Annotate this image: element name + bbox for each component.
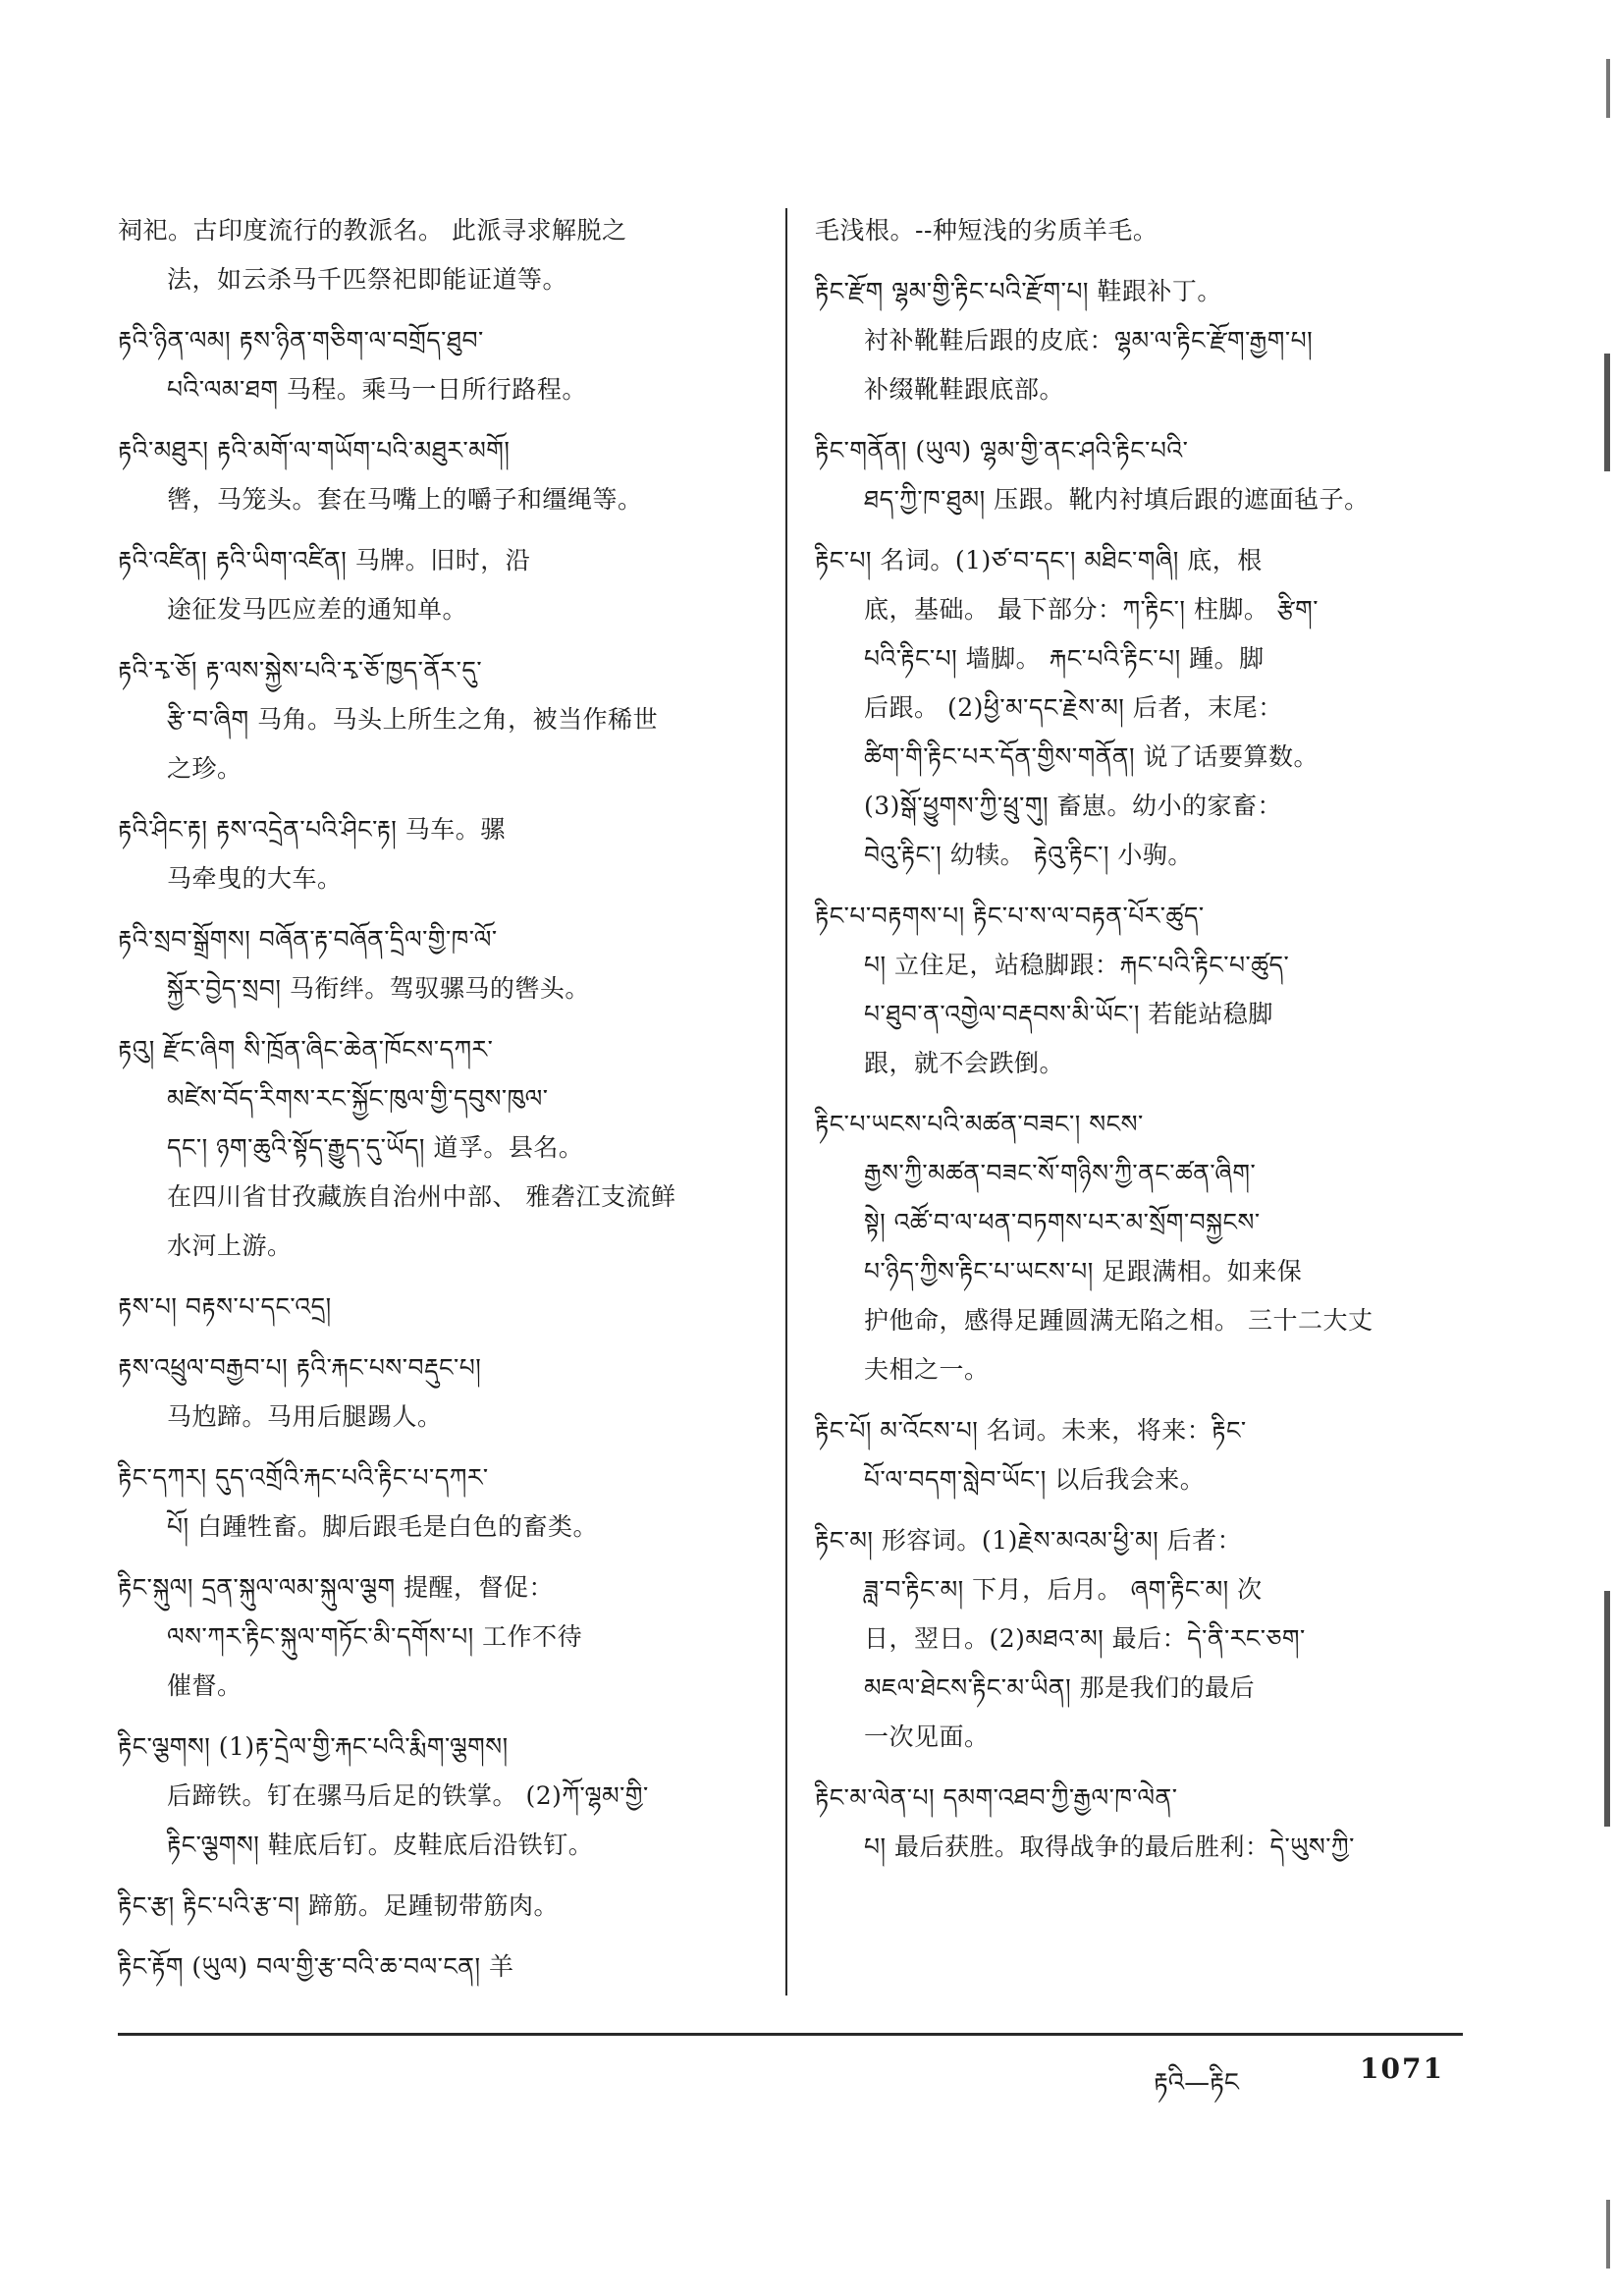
entry-first-line: རྟའི་མཐུར། རྟའི་མགོ་ལ་གཡོག་པའི་མཐུར་མགོ། [118,436,511,465]
entry-first-line: རྟའི་ཤིང་རྟ། རྟས་འདྲེན་པའི་ཤིང་རྟ། 马车。骡 [118,815,506,844]
entry-continuation-line: 途征发马匹应差的通知单。 [167,595,468,624]
dictionary-entry [815,1774,1463,1872]
entry-continuation-line: སྟེ། འཚོ་བ་ལ་ཕན་བཏགས་པར་མ་སྲོག་བསྐྱངས་ [864,1208,1261,1236]
entry-continuation-line: པ་ཐུབ་ན་འགྱེལ་བརྡབས་མི་ཡོང་། 若能站稳脚 [864,1000,1273,1028]
dictionary-entry [118,426,756,524]
entry-continuation-line: མཛེས་བོད་རིགས་རང་སྐྱོང་ཁུལ་གྱི་དབུས་ཁུལ་ [167,1084,549,1113]
footer-rule [118,2033,1463,2036]
dictionary-entry [815,206,1463,255]
dictionary-entry [118,316,756,414]
entry-continuation-line: པོ་ལ་བདག་སླེབ་ཡོང་། 以后我会来。 [864,1465,1206,1494]
entry-continuation-line: ལས་ཀར་རྟིང་སྐུལ་གཏོང་མི་དགོས་པ། 工作不待 [167,1622,583,1651]
entry-first-line: རྟིང་སྐུལ། དྲན་སྐུལ་ལམ་སྐུལ་ལྕག 提醒，督促： [118,1573,554,1602]
entry-continuation-line: པ། 最后获胜。取得战争的最后胜利：དེ་ཡུས་ཀྱི་ [864,1832,1355,1861]
dictionary-entry [815,1406,1463,1504]
dictionary-entry [118,1882,756,1931]
entry-first-line: རྟིང་པ། 名词。(1)ཙ་བ་དང་། མཐིང་གཞི། 底，根 [815,546,1263,574]
entry-first-line: 祠祀。古印度流行的教派名。 此派寻求解脱之 [118,216,627,245]
entry-first-line: རྟིང་པ་ཡངས་པའི་མཚན་བཟང་། སངས་ [815,1110,1144,1138]
dictionary-entry [118,1453,756,1552]
dictionary-entry [118,1563,756,1711]
dictionary-entry [815,426,1463,524]
column-divider [785,208,787,1995]
entry-first-line: རྟིང་རྟོག (ཡུལ) བལ་གྱི་རྩ་བའི་ཆ་བལ་ངན། 羊 [118,1952,514,1981]
entry-continuation-line: 夫相之一。 [864,1355,990,1384]
entry-continuation-line: 补缀靴鞋跟底部。 [864,375,1065,404]
entry-continuation-line: ཚིག་གི་རྟིང་པར་དོན་གྱིས་གནོན། 说了话要算数。 [864,742,1320,771]
entry-continuation-line: 日，翌日。(2)མཐའ་མ། 最后：དེ་ནི་རང་ཅག་ [864,1624,1306,1653]
entry-continuation-line: 法，如云杀马千匹祭祀即能证道等。 [167,265,568,294]
entry-continuation-line: པོ། 白踵牲畜。脚后跟毛是白色的畜类。 [167,1512,599,1541]
dictionary-entry [118,1283,756,1332]
dictionary-entry [815,892,1463,1088]
entry-first-line: རྟིང་རྩ། རྟིང་པའི་རྩ་བ། 蹄筋。足踵韧带筋肉。 [118,1891,560,1920]
running-head: རྟའི—རྟིང [1154,2068,1239,2098]
entry-first-line: རྟའི་སྲབ་སྒྲོགས། བཞོན་རྟ་བཞོན་དྲིལ་གྱི་ཁ་ལོ་ [118,925,498,954]
entry-first-line: རྟའི་འཛིན། རྟའི་ཡིག་འཛིན། 马牌。旧时，沿 [118,546,531,574]
dictionary-entry [118,646,756,793]
entry-continuation-line: 底，基础。 最下部分：ཀ་རྟིང་། 柱脚。 རྩིག་ [864,595,1319,624]
dictionary-entry [118,1942,756,1992]
dictionary-entry [118,915,756,1013]
entry-continuation-line: རྩི་བ་ཞིག 马角。马头上所生之角，被当作稀世 [167,705,659,734]
entry-first-line: རྟས་འཕྲུལ་བརྒྱབ་པ། རྟའི་རྐང་པས་བརྡུང་པ། [118,1353,482,1382]
entry-first-line: རྟིང་གནོན། (ཡུལ) ལྷམ་གྱི་ནང་ཤའི་རྟིང་པའི་ [815,436,1189,465]
dictionary-entry [118,805,756,903]
entry-continuation-line: 护他命，感得足踵圆满无陷之相。 三十二大丈 [864,1306,1374,1335]
entry-continuation-line: 在四川省甘孜藏族自治州中部、 雅砻江支流鲜 [167,1182,676,1211]
entry-continuation-line: 马牵曳的大车。 [167,864,343,893]
entry-first-line: རྟིང་མ་ལེན་པ། དམག་འཐབ་ཀྱི་རྒྱལ་ཁ་ལེན་ [815,1783,1178,1812]
entry-first-line: རྟའུ། རྫོང་ཞིག སི་ཁྲོན་ཞིང་ཆེན་ཁོངས་དཀར་ [118,1035,494,1064]
entry-continuation-line: 水河上游。 [167,1231,293,1260]
entry-continuation-line: རྟིང་ལྕགས། 鞋底后钉。皮鞋底后沿铁钉。 [167,1831,594,1859]
entry-continuation-line: 马尥蹄。马用后腿踢人。 [167,1402,443,1431]
dictionary-entry [815,267,1463,414]
left-column [118,206,756,2003]
entry-continuation-line: པ། 立住足，站稳脚跟：རྐང་པའི་རྟིང་པ་ཚུད་ [864,951,1290,979]
entry-continuation-line: 跟，就不会跌倒。 [864,1049,1065,1077]
entry-first-line: རྟིང་པོ། མ་འོངས་པ། 名词。未来，将来：རྟིང་ [815,1416,1247,1445]
entry-continuation-line: དང་། ཉག་ཆུའི་སྟོད་རྒྱུད་དུ་ཡོད། 道孚。县名。 [167,1133,584,1162]
dictionary-entry [118,1722,756,1870]
right-column [815,206,1463,1884]
entry-continuation-line: ཟླ་བ་རྟིང་མ། 下月，后月。 ཞག་རྟིང་མ། 次 [864,1575,1263,1604]
entry-continuation-line: མཇལ་ཐེངས་རྟིང་མ་ཡིན། 那是我们的最后 [864,1673,1256,1702]
entry-first-line: རྟས་པ། བརྟས་པ་དང་འདྲ། [118,1292,332,1321]
dictionary-entry [815,1100,1463,1394]
dictionary-entry [118,1025,756,1271]
entry-first-line: རྟིང་དཀར། དུད་འགྲོའི་རྐང་པའི་རྟིང་པ་དཀར་ [118,1463,489,1492]
entry-continuation-line: 一次见面。 [864,1722,990,1751]
entry-continuation-line: བེའུ་རྟིང་། 幼犊。 རྟེའུ་རྟིང་། 小驹。 [864,841,1193,869]
entry-first-line: རྟའི་རྭ་ཅོ། རྟ་ལས་སྐྱེས་པའི་རྭ་ཅོ་ཁྱད་ནོར་དུ་ [118,656,483,684]
entry-first-line: རྟིང་མ། 形容词。(1)རྗེས་མའམ་ཕྱི་མ། 后者： [815,1526,1243,1555]
entry-continuation-line: པའི་ལམ་ཐག 马程。乘马一日所行路程。 [167,375,587,404]
entry-first-line: རྟིང་ལྕགས། (1)རྟ་དྲེལ་གྱི་རྐང་པའི་རྨིག་ལྕགས། [118,1732,509,1761]
entry-first-line: རྟིང་པ་བརྟགས་པ། རྟིང་པ་ས་ལ་བརྟན་པོར་ཚུད་ [815,902,1205,930]
entry-first-line: རྟའི་ཉིན་ལམ། རྟས་ཉིན་གཅིག་ལ་བགྲོད་ཐུབ་ [118,326,484,355]
dictionary-entry [118,206,756,304]
entry-continuation-line: པ་ཉིད་ཀྱིས་རྟིང་པ་ཡངས་པ། 足跟满相。如来保 [864,1257,1303,1285]
entry-first-line: རྟིང་རྫོག ལྷམ་གྱི་རྟིང་པའི་རྫོག་པ། 鞋跟补丁。 [815,277,1222,305]
dictionary-entry [815,1516,1463,1762]
entry-continuation-line: 后跟。 (2)ཕྱི་མ་དང་རྗེས་མ། 后者，末尾： [864,693,1283,722]
entry-continuation-line: 衬补靴鞋后跟的皮底：ལྷམ་ལ་རྟིང་རྫོག་རྒྱག་པ། [864,326,1314,355]
entry-continuation-line: རྒྱས་ཀྱི་མཚན་བཟང་སོ་གཉིས་ཀྱི་ནང་ཚན་ཞིག་ [864,1159,1257,1187]
dictionary-entry [118,1343,756,1442]
entry-continuation-line: 催督。 [167,1671,242,1700]
scan-margin-marks [1577,0,1616,2296]
page-number: 1071 [1360,2052,1444,2085]
entry-continuation-line: པའི་རྟིང་པ། 墙脚。 རྐང་པའི་རྟིང་པ། 踵。脚 [864,644,1265,673]
entry-first-line: 毛浅根。--种短浅的劣质羊毛。 [815,216,1158,245]
entry-continuation-line: 后蹄铁。钉在骡马后足的铁掌。 (2)ཀོ་ལྷམ་གྱི་ [167,1781,649,1810]
dictionary-entry [815,536,1463,880]
entry-continuation-line: 之珍。 [167,754,242,783]
entry-continuation-line: (3)སྒོ་ཕྱུགས་ཀྱི་ཕྲུ་གུ། 畜崽。幼小的家畜： [864,792,1283,820]
entry-continuation-line: སྐྱོར་བྱེད་སྲབ། 马衔绊。驾驭骡马的辔头。 [167,974,590,1003]
entry-continuation-line: 辔，马笼头。套在马嘴上的嚼子和缰绳等。 [167,485,643,514]
entry-continuation-line: ཐད་ཀྱི་ཁ་ཐུམ། 压跟。靴内衬填后跟的遮面毡子。 [864,485,1370,514]
dictionary-entry [118,536,756,634]
